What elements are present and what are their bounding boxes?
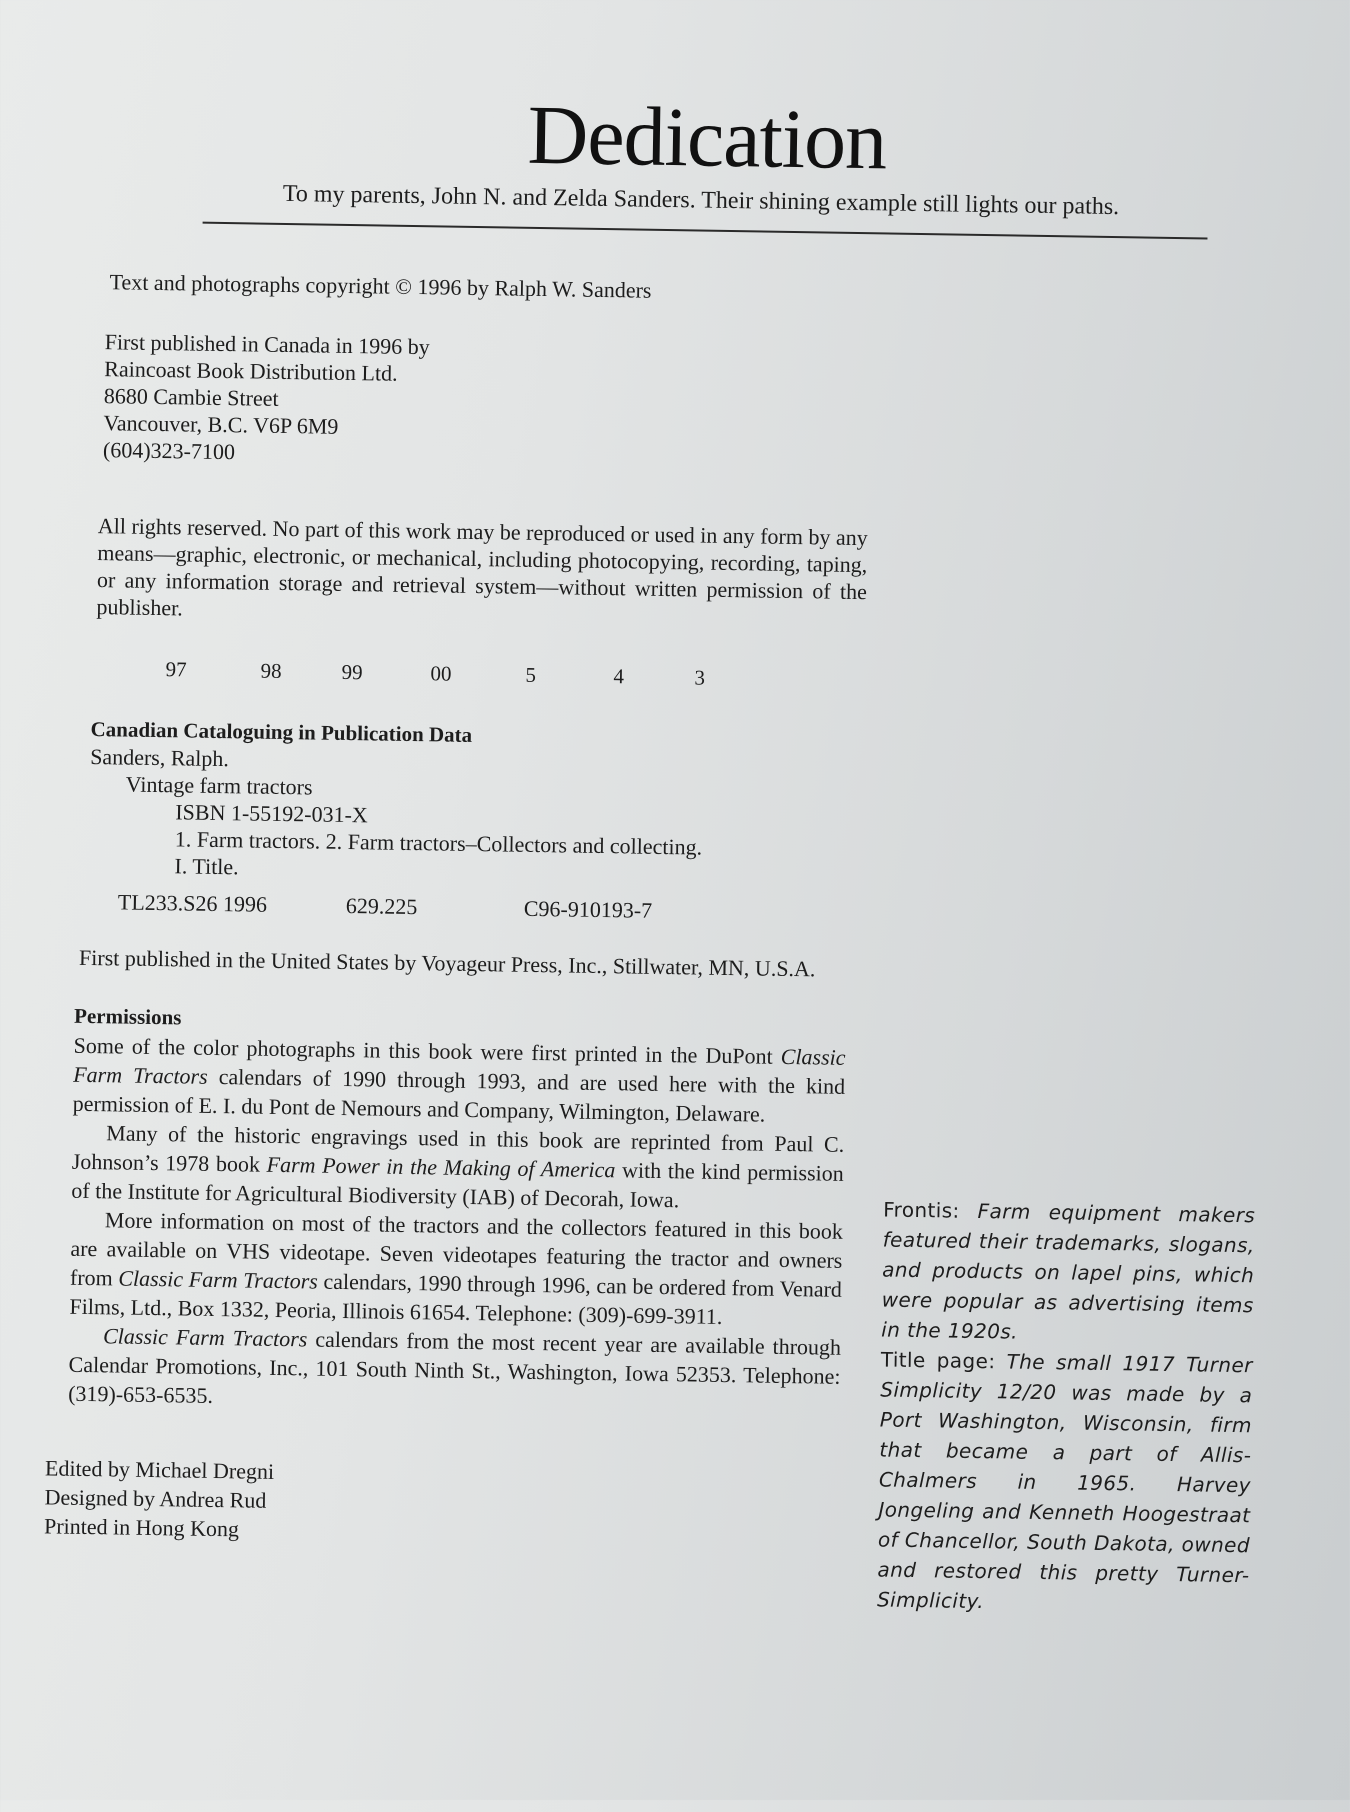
permissions-paragraph: Many of the historic engravings used in this book are reprinted from Paul C. Johnson’s 1978 book Farm Power in the Making of America with the kind permission of the Institute for Agricultural Biodiversity (IAB) of Decorah, Iowa. xyxy=(71,1120,845,1213)
frontis-caption: Frontis: Farm equipment makers featured their trademarks, slogans, and products on lapel pins, which were popular as advertising items in the 1920s. xyxy=(881,1197,1256,1344)
rights-notice: All rights reserved. No part of this work may be reproduced or used in any form by any means—graphic, electronic, or mechanical, including photocopying, recording, taping, or any information storage and retrieval system—without written permission of the publisher. xyxy=(96,513,868,621)
permissions-heading: Permissions xyxy=(73,1003,182,1030)
printing-line xyxy=(83,656,743,696)
page-title: Dedication xyxy=(527,88,887,188)
publisher-line: First published in Canada in 1996 by xyxy=(104,329,430,360)
photo-captions xyxy=(877,1194,1256,1620)
printing-number: 3 xyxy=(694,665,706,690)
cip-heading: Canadian Cataloguing in Publication Data xyxy=(90,716,473,747)
printing-number: 97 xyxy=(165,657,187,682)
printing-number: 4 xyxy=(613,664,625,689)
publisher-address xyxy=(103,328,430,468)
cip-data xyxy=(88,716,791,929)
cip-control-number: C96-910193-7 xyxy=(523,895,653,923)
cip-title-entry: I. Title. xyxy=(174,853,239,880)
printing-number: 98 xyxy=(260,658,282,683)
publisher-line: Vancouver, B.C. V6P 6M9 xyxy=(103,410,339,439)
credit-line: Edited by Michael Dregni xyxy=(44,1455,275,1484)
permissions-paragraph: Classic Farm Tractors calendars from the most recent year are available through Calendar Promotions, Inc., 101 South Ninth St., Washington, Iowa 52353. Telephone: (319)-653-6535. xyxy=(67,1323,842,1408)
publisher-line: Raincoast Book Distribution Ltd. xyxy=(104,356,398,386)
printing-number: 99 xyxy=(341,659,363,685)
printing-number: 5 xyxy=(525,662,537,687)
copyright-notice: Text and photographs copyright © 1996 by Ralph W. Sanders xyxy=(109,269,652,303)
title-page-caption: Title page: The small 1917 Turner Simplicity 12/20 was made by a Port Washington, Wisconsin, firm that became a part of Allis-Chalmers in 1965. Harvey Jongeling and Kenneth Hoogestraat of Chancellor, South Dakota, owned and restored this pretty Turner-Simplicity. xyxy=(876,1347,1253,1614)
credit-line: Designed by Andrea Rud xyxy=(44,1484,267,1513)
us-publication-notice: First published in the United States by Voyageur Press, Inc., Stillwater, MN, U.S.A. xyxy=(78,944,816,982)
permissions-paragraph: More information on most of the tractors and the collectors featured in this book are available on VHS videotape. Seven videotapes featuring the tractor and owners from Classic Farm Tractors calendars, 1990 through 1996, can be ordered from Venard Films, Ltd., Box 1332, Peoria, Illinois 61654. Telephone: (309)-699-3911. xyxy=(69,1207,844,1329)
credit-line: Printed in Hong Kong xyxy=(43,1513,240,1542)
cip-lc-number: TL233.S26 1996 xyxy=(117,889,268,917)
credits xyxy=(44,1453,274,1544)
publisher-line: 8680 Cambie Street xyxy=(103,383,279,411)
printing-number: 00 xyxy=(430,661,452,686)
cip-isbn: ISBN 1-55192-031-X xyxy=(175,799,369,828)
cip-dewey-number: 629.225 xyxy=(345,893,418,920)
cip-title: Vintage farm tractors xyxy=(125,771,313,800)
dedication-text: To my parents, John N. and Zelda Sanders. Their shining example still lights our paths. xyxy=(282,180,1120,221)
cip-classification xyxy=(88,882,788,929)
permissions-section xyxy=(68,1002,846,1420)
publisher-line: (604)323-7100 xyxy=(102,437,236,465)
permissions-paragraph: Some of the color photographs in this book were first printed in the DuPont Classic Farm Tractors calendars of 1990 through 1993, and are used here with the kind permission of E. I. du Pont de Nemours and Company, Wilmington, Delaware. xyxy=(72,1032,846,1127)
cip-author: Sanders, Ralph. xyxy=(89,743,230,772)
divider-rule xyxy=(203,222,1208,240)
cip-subjects: 1. Farm tractors. 2. Farm tractors–Collectors and collecting. xyxy=(174,826,703,860)
